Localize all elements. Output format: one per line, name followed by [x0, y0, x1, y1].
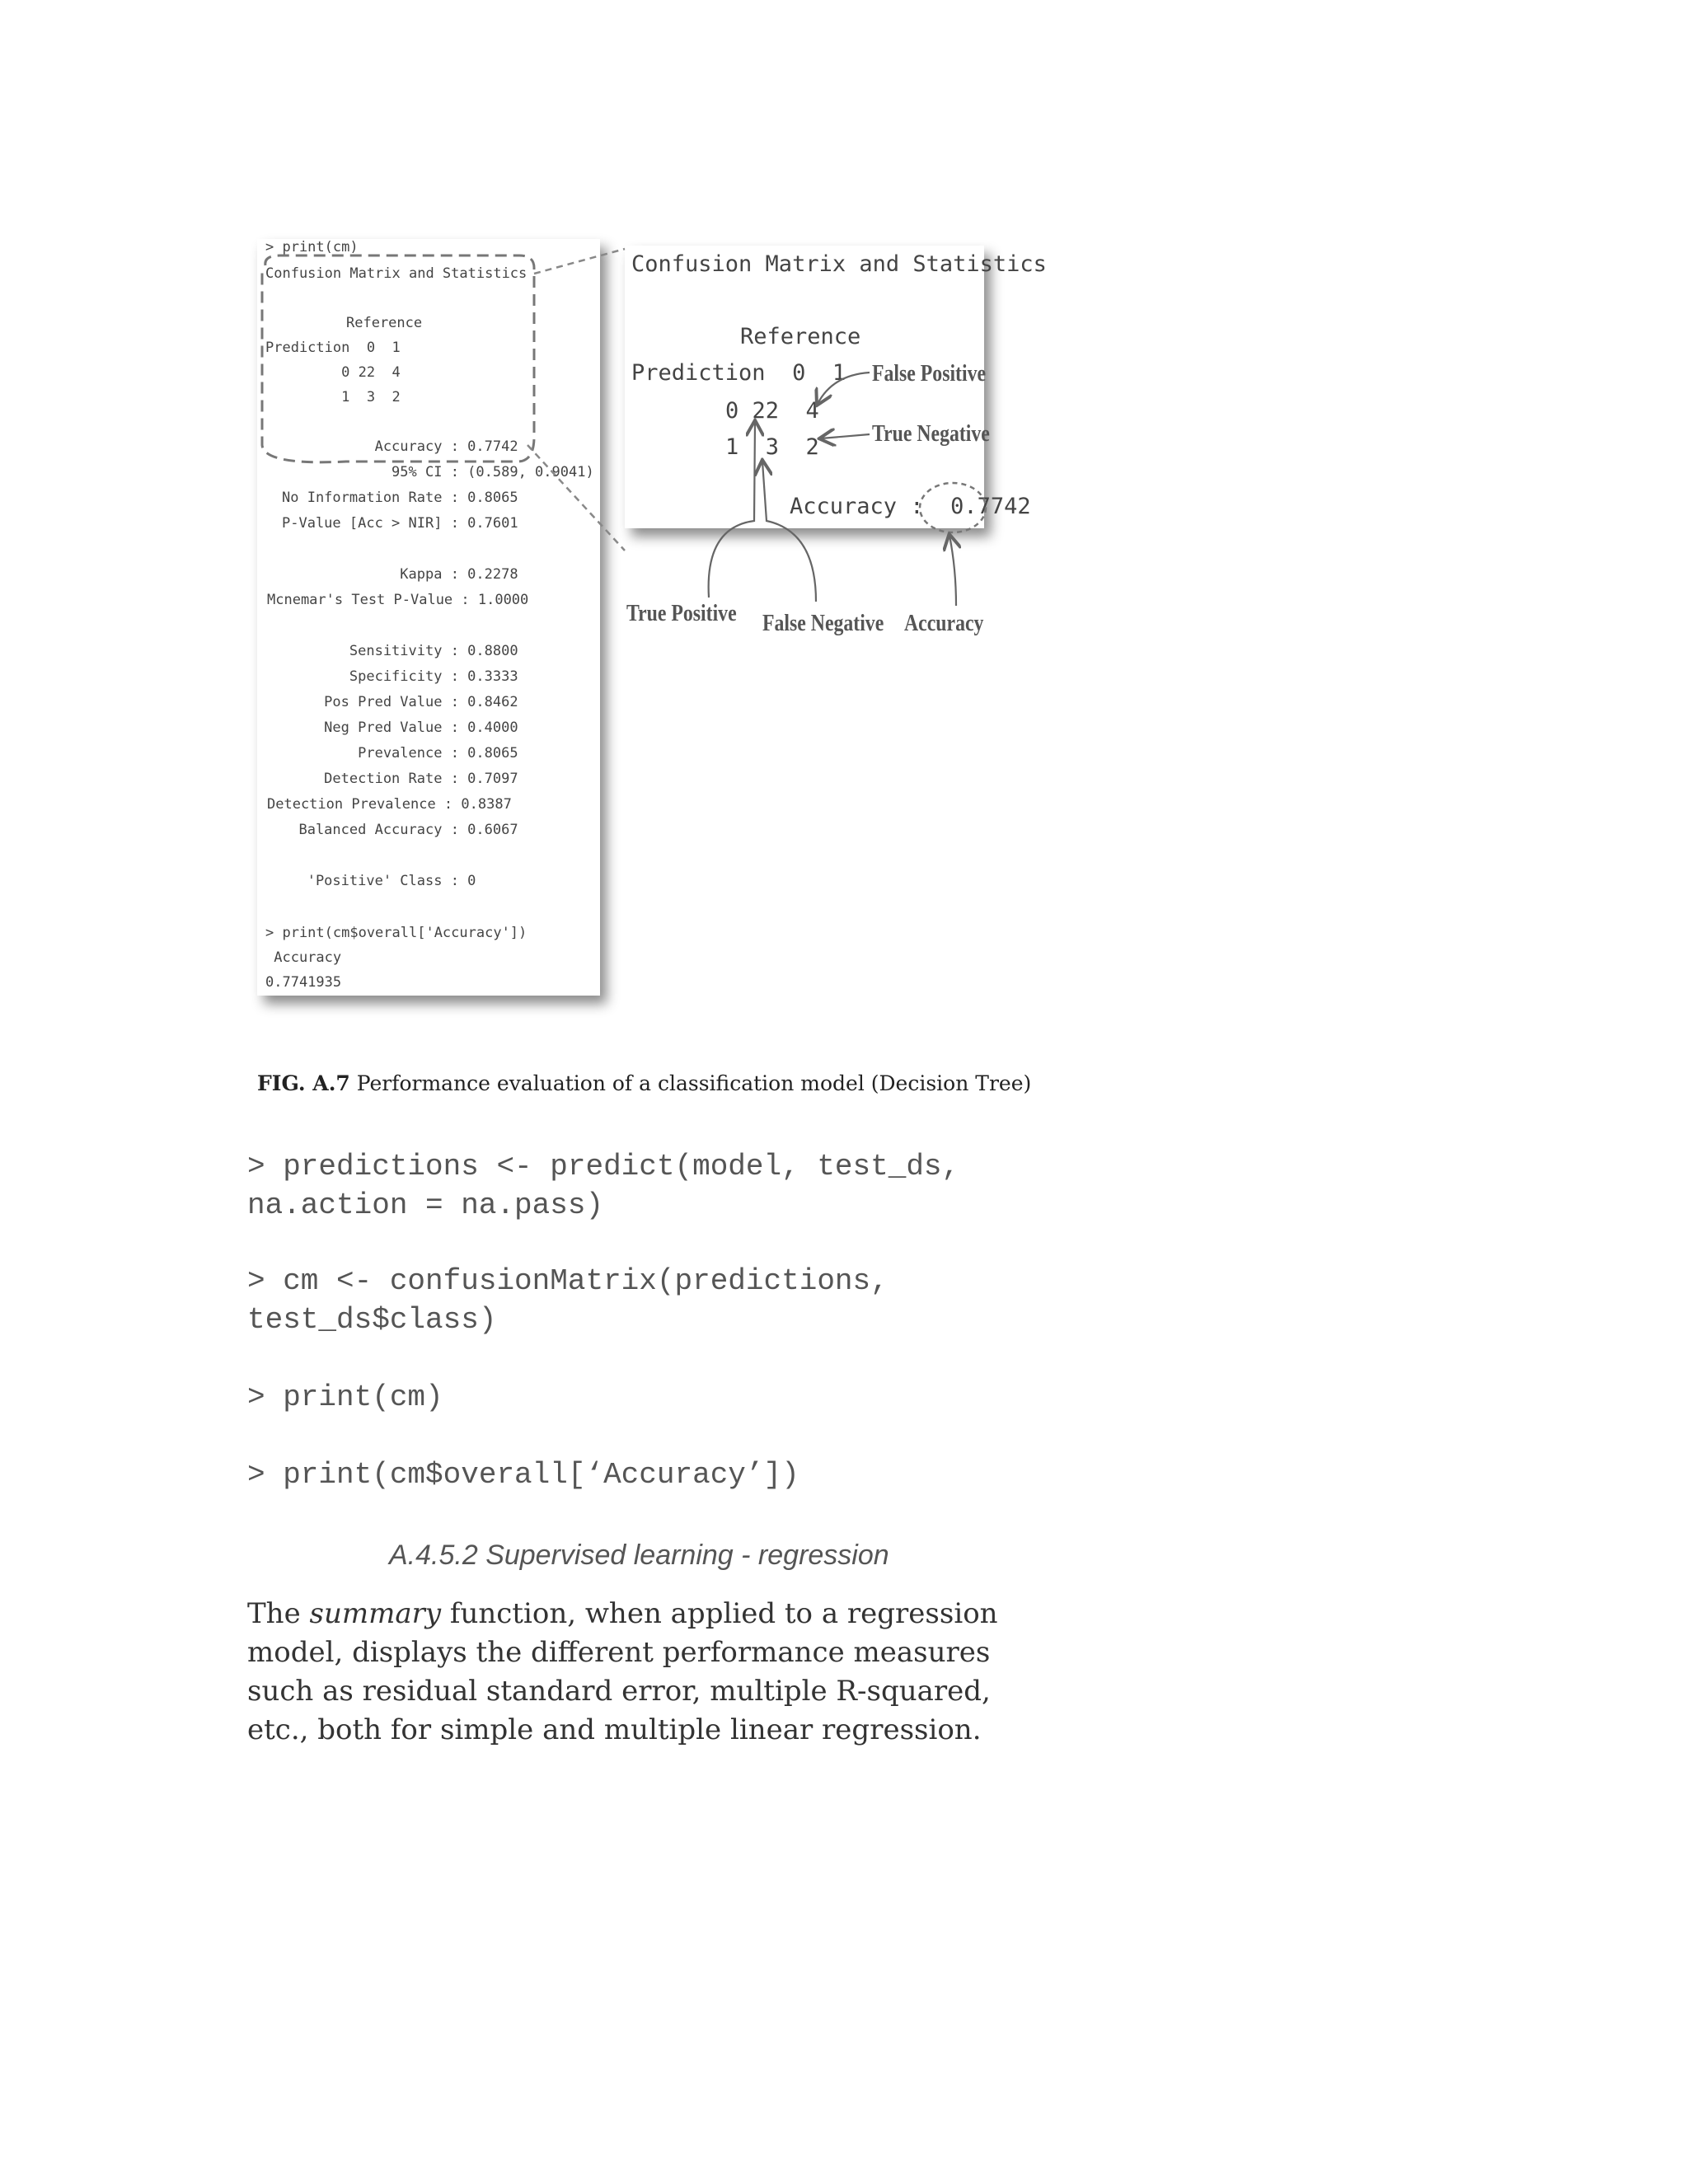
console-stat-line: Kappa : 0.2278: [282, 566, 518, 583]
zoom-matrix-row-0: 0 22 4: [725, 398, 819, 424]
console-stat-line: No Information Rate : 0.8065: [282, 490, 518, 506]
console-accuracy-label: Accuracy: [265, 949, 342, 966]
annotation-false-positive: False Positive: [872, 360, 987, 387]
console-stat-line: Pos Pred Value : 0.8462: [282, 694, 518, 710]
console-matrix-row-0: 0 22 4: [265, 364, 401, 381]
code-line-predictions: > predictions <- predict(model, test_ds,: [247, 1150, 960, 1183]
section-heading: A.4.5.2 Supervised learning - regression: [389, 1540, 889, 1571]
console-stat-line: 'Positive' Class : 0: [282, 873, 476, 889]
console-stat-line: Specificity : 0.3333: [282, 668, 518, 685]
annotation-accuracy: Accuracy: [904, 610, 984, 636]
annotation-true-negative: True Negative: [872, 420, 990, 447]
console-stat-line: Detection Rate : 0.7097: [282, 771, 518, 787]
zoom-matrix-row-1: 1 3 2: [725, 434, 819, 460]
code-line-confusion-matrix-cont: test_ds$class): [247, 1303, 497, 1337]
console-matrix-row-1: 1 3 2: [265, 389, 401, 405]
console-stat-line: P-Value [Acc > NIR] : 0.7601: [282, 515, 518, 532]
code-line-print-cm: > print(cm): [247, 1380, 443, 1414]
console-stat-line: Prevalence : 0.8065: [282, 745, 518, 762]
paragraph-lead: The: [247, 1597, 310, 1630]
console-stat-line: Balanced Accuracy : 0.6067: [282, 822, 518, 838]
arrow-accuracy: [950, 536, 956, 606]
paragraph-emphasis: summary: [309, 1597, 442, 1630]
code-line-print-accuracy: > print(cm$overall[‘Accuracy’]): [247, 1458, 799, 1492]
zoom-title: Confusion Matrix and Statistics: [631, 251, 1047, 277]
annotation-true-positive: True Positive: [626, 600, 737, 626]
figure-caption-label: FIG. A.7: [257, 1071, 350, 1095]
code-line-predictions-cont: na.action = na.pass): [247, 1188, 604, 1222]
console-stat-line: Neg Pred Value : 0.4000: [282, 719, 518, 736]
paragraph-rest: function, when applied to a regression model, displays the different performance measures such as residual standard error, multiple R-squared, etc., both for simple and multiple linear regression.: [247, 1597, 998, 1746]
console-stat-line: Accuracy : 0.7742: [282, 438, 518, 455]
zoom-accuracy: Accuracy : 0.7742: [790, 494, 1031, 519]
figure-caption-text: Performance evaluation of a classification model (Decision Tree): [349, 1071, 1032, 1095]
console-reference-label: Reference: [346, 315, 423, 331]
console-prediction-header: Prediction 0 1: [265, 340, 401, 356]
zoom-reference-label: Reference: [740, 324, 861, 349]
console-command-print-cm: > print(cm): [265, 239, 359, 255]
figure-caption: [257, 1071, 1031, 1095]
console-stat-line: Detection Prevalence : 0.8387: [267, 796, 512, 813]
console-accuracy-value: 0.7741935: [265, 974, 342, 991]
zoom-prediction-header: Prediction 0 1: [631, 360, 846, 386]
body-paragraph: [247, 1595, 1030, 1750]
console-stat-line: Sensitivity : 0.8800: [282, 643, 518, 659]
code-line-confusion-matrix: > cm <- confusionMatrix(predictions,: [247, 1264, 889, 1298]
console-stat-line: 95% CI : (0.589, 0.9041): [282, 464, 594, 480]
console-command-print-accuracy: > print(cm$overall['Accuracy']): [265, 925, 528, 941]
console-output-panel: [257, 239, 600, 996]
console-title: Confusion Matrix and Statistics: [265, 265, 528, 282]
console-stat-line: Mcnemar's Test P-Value : 1.0000: [267, 592, 529, 608]
annotation-false-negative: False Negative: [762, 610, 884, 636]
